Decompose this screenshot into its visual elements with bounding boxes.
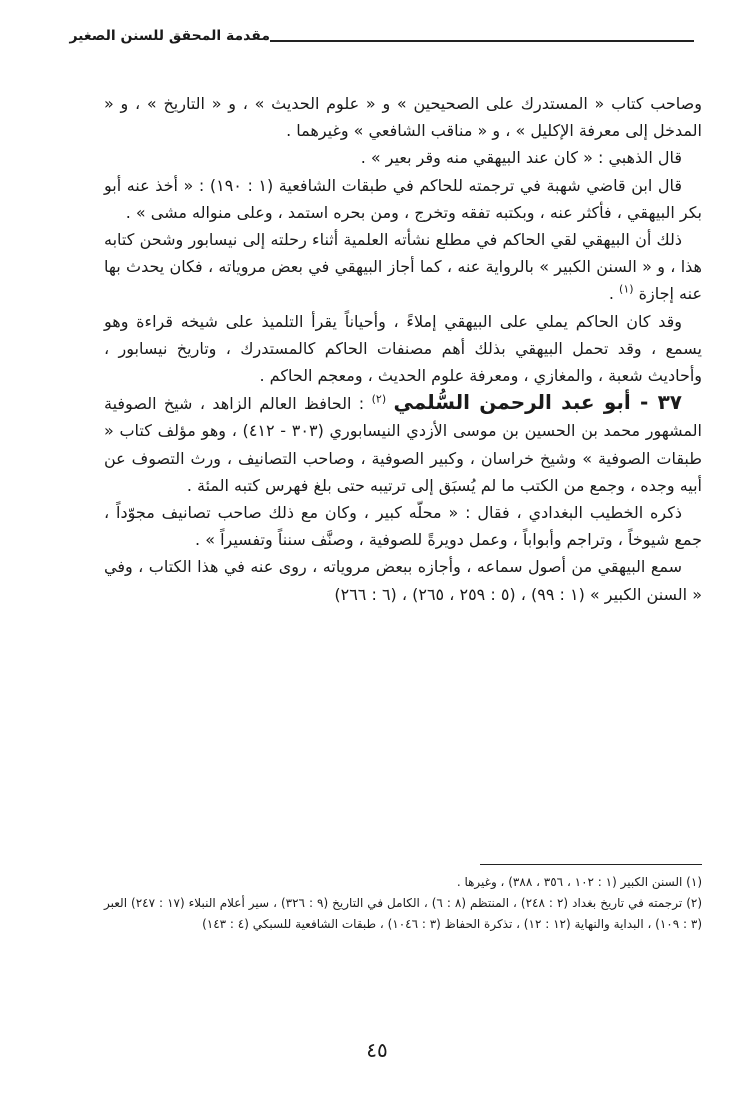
paragraph-7: ذكره الخطيب البغدادي ، فقال : « محلّه كبير ، وكان مع ذلك صاحب تصانيف مجوّداً ، جمع شيوخاً ، وتراجم وأبواباً ، وعمل دويرةً للصوفية ، وصنَّف سنناً وتفسيراً » .	[104, 503, 702, 550]
footnote-1: (١) السنن الكبير (١ : ١٠٢ ، ٣٥٦ ، ٣٨٨) ، وغيرها .	[456, 875, 702, 889]
entry-number: ٣٧ -	[630, 390, 682, 415]
page-number: ٤٥	[366, 1038, 388, 1062]
paragraph-4	[104, 226, 702, 308]
footnote-rule	[480, 864, 702, 865]
footnotes	[104, 872, 702, 935]
footnote-ref-2: (٢)	[371, 392, 387, 406]
entry-name: أبو عبد الرحمن السُّلمي	[393, 390, 631, 415]
paragraph-8: سمع البيهقي من أصول سماعه ، وأجازه ببعض مروياته ، روى عنه في هذا الكتاب ، وفي « السنن الكبير » (١ : ٩٩) ، (٥ : ٢٥٩ ، ٢٦٥) ، (٦ : ٢٦٦)	[104, 557, 702, 604]
entry-37	[104, 389, 702, 499]
paragraph-5: وقد كان الحاكم يملي على البيهقي إملاءً ، وأحياناً يقرأ التلميذ على شيخه قراءة وهو يسمع ، وقد تحمل البيهقي بذلك أهم مصنفات الحاكم كالمستدرك ، وتاريخ نيسابور ، وأحاديث شعبة ، والمغازي ، ومعرفة علوم الحديث ، ومعجم الحاكم .	[104, 311, 702, 386]
paragraph-3: قال ابن قاضي شهبة في ترجمته للحاكم في طبقات الشافعية (١ : ١٩٠) : « أخذ عنه أبو بكر البيهقي ، فأكثر عنه ، وبكتبه تفقه وتخرج ، ومن بحره استمد ، وعلى منواله مشى » .	[104, 175, 702, 222]
paragraph-1: وصاحب كتاب « المستدرك على الصحيحين » و « علوم الحديث » ، و « التاريخ » ، و « المدخل إلى معرفة الإكليل » ، و « مناقب الشافعي » وغيرهما .	[104, 94, 702, 141]
running-header-title: مقدمة المحقق للسنن الصغير	[69, 28, 270, 44]
footnote-2: (٢) ترجمته في تاريخ بغداد (٢ : ٢٤٨) ، المنتظم (٨ : ٦) ، الكامل في التاريخ (٩ : ٣٢٦) ، سير أعلام النبلاء (١٧ : ٢٤٧) العبر (٣ : ١٠٩) ، البداية والنهاية (١٢ : ١٢) ، تذكرة الحفاظ (٣ : ١٠٤٦) ، طبقات الشافعية للسبكي (٤ : ١٤٣)	[104, 896, 703, 931]
header-rule	[270, 40, 694, 42]
paragraph-4-end: .	[608, 284, 620, 304]
main-text	[104, 90, 702, 608]
footnote-ref-1: (١)	[619, 283, 634, 297]
entry-text: : الحافظ العالم الزاهد ، شيخ الصوفية المشهور محمد بن الحسين بن موسى الأزدي النيسابوري (٣٠٣ - ٤١٢) ، وهو مؤلف كتاب « طبقات الصوفية » وشيخ خراسان ، وكبير الصوفية ، وصاحب التصانيف ، ورث التصوف عن أبيه وجده ، وجمع من الكتب ما لم يُسبَق إلى ترتيبه حتى بلغ فهرس كتبه المئة .	[104, 394, 703, 495]
paragraph-2: قال الذهبي : « كان عند البيهقي منه وقر بعير » .	[360, 148, 682, 168]
paragraph-4-text: ذلك أن البيهقي لقي الحاكم في مطلع نشأته العلمية أثناء رحلته إلى نيسابور وشحن كتابه هذا ، و « السنن الكبير » بالرواية عنه ، كما أجاز البيهقي في بعض مروياته ، فكان يحدث بها عنه إجازة	[104, 230, 702, 304]
